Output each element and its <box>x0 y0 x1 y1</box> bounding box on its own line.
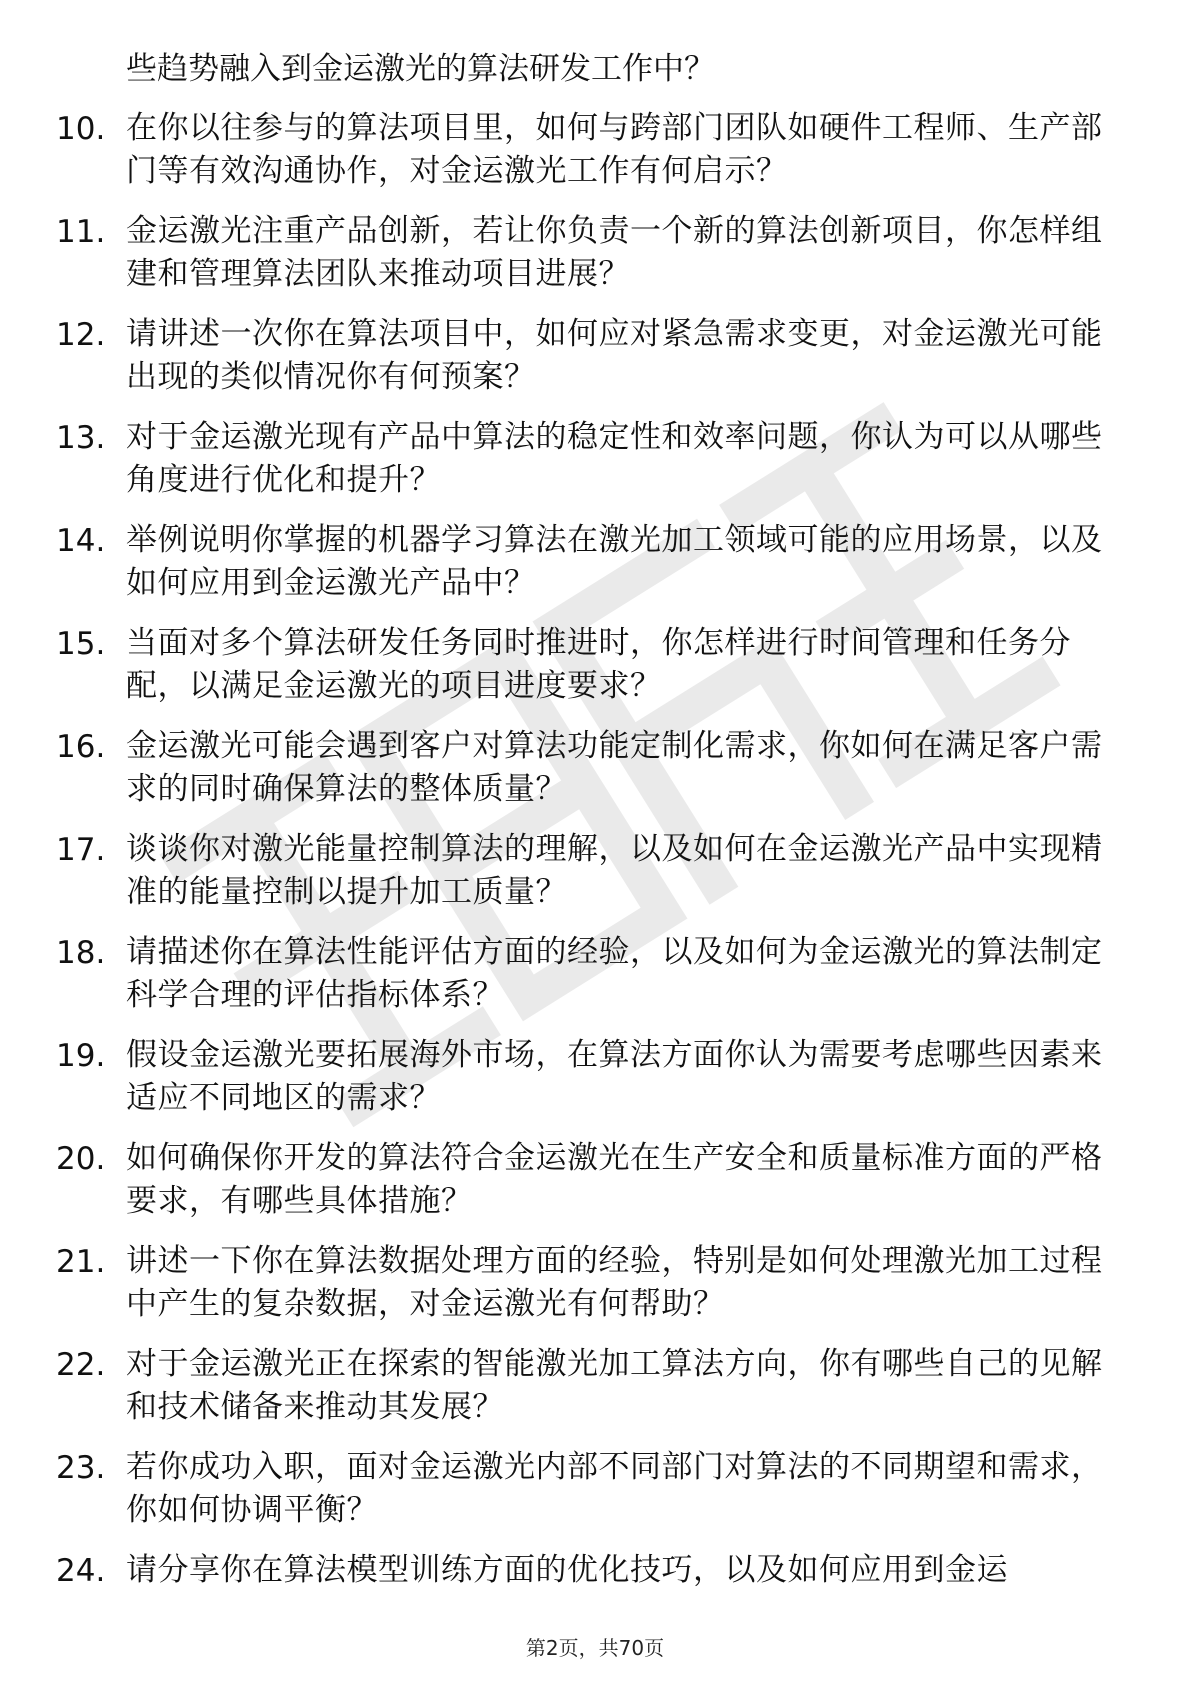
list-item <box>56 310 1116 413</box>
question-text: 举例说明你掌握的机器学习算法在激光加工领域可能的应用场景，以及如何应用到金运激光产品中？ <box>126 522 1103 601</box>
list-item <box>56 1031 1116 1134</box>
question-text: 讲述一下你在算法数据处理方面的经验，特别是如何处理激光加工过程中产生的复杂数据，对金运激光有何帮助？ <box>126 1243 1103 1322</box>
question-number: 14. <box>56 523 106 559</box>
question-number: 17. <box>56 832 106 868</box>
question-text: 在你以往参与的算法项目里，如何与跨部门团队如硬件工程师、生产部门等有效沟通协作，对金运激光工作有何启示？ <box>126 110 1103 189</box>
list-item <box>56 104 1116 207</box>
question-number: 19. <box>56 1038 106 1074</box>
question-number: 20. <box>56 1141 106 1177</box>
question-number: 16. <box>56 729 106 765</box>
question-text: 当面对多个算法研发任务同时推进时，你怎样进行时间管理和任务分配，以满足金运激光的项目进度要求？ <box>126 625 1071 704</box>
list-item <box>56 1134 1116 1237</box>
question-number: 21. <box>56 1244 106 1280</box>
question-number: 13. <box>56 420 106 456</box>
list-item <box>56 1443 1116 1546</box>
question-text: 如何确保你开发的算法符合金运激光在生产安全和质量标准方面的严格要求，有哪些具体措施？ <box>126 1140 1103 1219</box>
question-number: 12. <box>56 317 106 353</box>
question-text: 谈谈你对激光能量控制算法的理解，以及如何在金运激光产品中实现精准的能量控制以提升加工质量？ <box>126 831 1103 910</box>
question-text: 请分享你在算法模型训练方面的优化技巧，以及如何应用到金运 <box>126 1552 1008 1588</box>
question-text: 金运激光注重产品创新，若让你负责一个新的算法创新项目，你怎样组建和管理算法团队来推动项目进展？ <box>126 213 1103 292</box>
question-number: 11. <box>56 214 106 250</box>
continuation-text: 些趋势融入到金运激光的算法研发工作中？ <box>126 51 715 87</box>
question-text: 假设金运激光要拓展海外市场，在算法方面你认为需要考虑哪些因素来适应不同地区的需求？ <box>126 1037 1103 1116</box>
list-item <box>56 413 1116 516</box>
question-text: 对于金运激光现有产品中算法的稳定性和效率问题，你认为可以从哪些角度进行优化和提升？ <box>126 419 1103 498</box>
list-item <box>56 516 1116 619</box>
question-number: 24. <box>56 1553 106 1589</box>
question-number: 10. <box>56 111 106 147</box>
list-item <box>56 619 1116 722</box>
list-item <box>56 1237 1116 1340</box>
page-number-footer: 第2页，共70页 <box>525 1636 665 1660</box>
list-item <box>56 1340 1116 1443</box>
question-number: 15. <box>56 626 106 662</box>
list-item <box>56 722 1116 825</box>
list-item <box>56 928 1116 1031</box>
question-text: 请描述你在算法性能评估方面的经验，以及如何为金运激光的算法制定科学合理的评估指标体系？ <box>126 934 1103 1013</box>
question-text: 对于金运激光正在探索的智能激光加工算法方向，你有哪些自己的见解和技术储备来推动其发展？ <box>126 1346 1103 1425</box>
question-text: 若你成功入职，面对金运激光内部不同部门对算法的不同期望和需求，你如何协调平衡？ <box>126 1449 1103 1528</box>
question-number: 18. <box>56 935 106 971</box>
question-text: 请讲述一次你在算法项目中，如何应对紧急需求变更，对金运激光可能出现的类似情况你有何预案？ <box>126 316 1103 395</box>
question-number: 23. <box>56 1450 106 1486</box>
question-number: 22. <box>56 1347 106 1383</box>
list-item <box>56 825 1116 928</box>
question-text: 金运激光可能会遇到客户对算法功能定制化需求，你如何在满足客户需求的同时确保算法的整体质量？ <box>126 728 1103 807</box>
list-item <box>56 207 1116 310</box>
question-list <box>56 104 1116 1649</box>
